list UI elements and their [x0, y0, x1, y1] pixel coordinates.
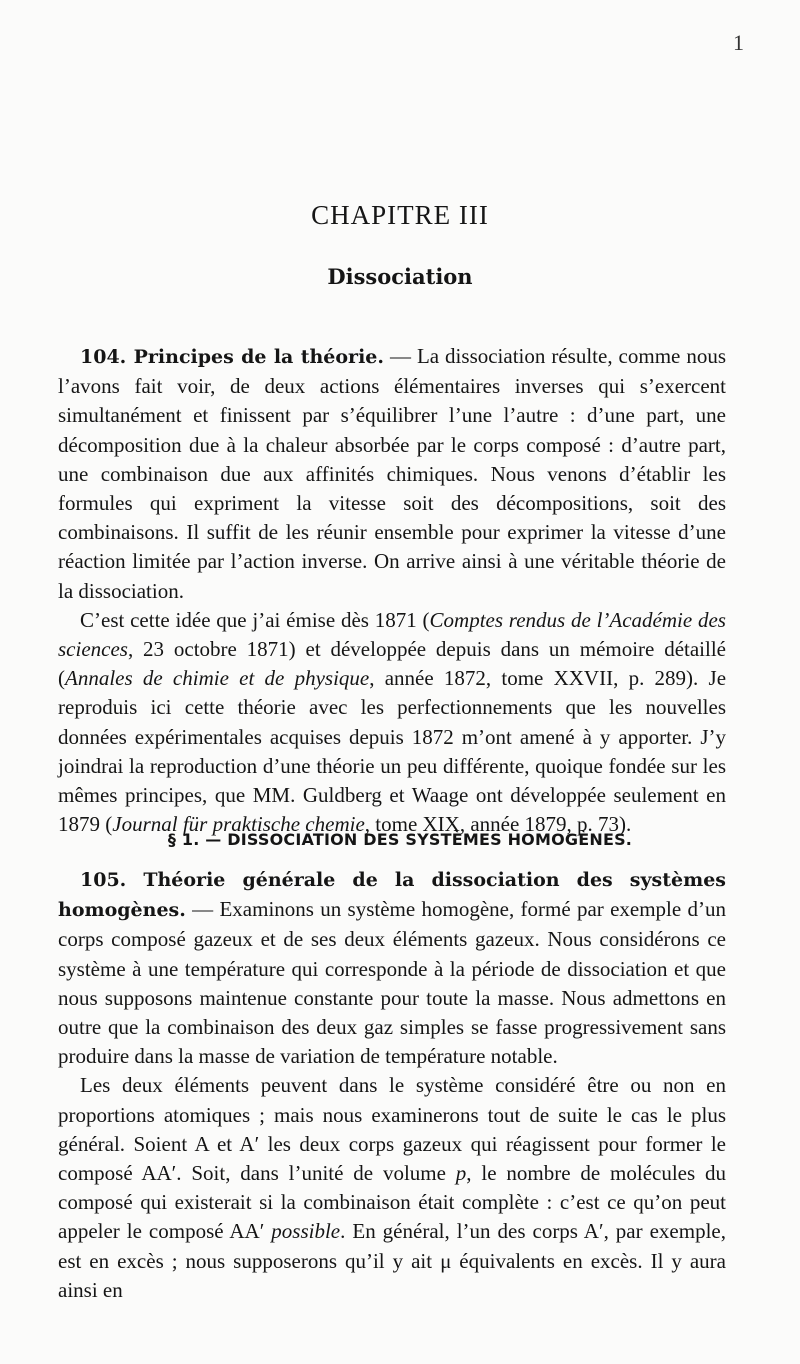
- section-title: Dissociation: [327, 264, 473, 289]
- text-run: Les deux éléments peuvent dans le système considéré être ou non en proportions atomiques ; mais nous examinerons tout de suite le cas le plus général. Soient A et A′ les deux corps gazeux qui réagissent pour former le composé AA′. Soit, dans l’unité de volume: [58, 1073, 726, 1186]
- paragraph-elements: [58, 1071, 726, 1305]
- paragraph-heading-105: 105. Théorie générale de la dissociation des systèmes homogènes.: [58, 869, 726, 922]
- chapter-title: CHAPITRE III: [311, 200, 489, 230]
- subsection-heading: § 1. — DISSOCIATION DES SYSTÈMES HOMOGÈNES.: [167, 830, 633, 849]
- emphasis: possible: [271, 1219, 341, 1244]
- text-run: , année 1872, tome XXVII, p. 289). Je reproduis ici cette théorie avec les perfectionnements que les nouvelles données expérimentales acquises depuis 1872 m’ont amené à y apporter. J’y joindrai la reproduction d’une théorie un peu différente, quoique fondée sur les mêmes principes, que MM. Guldberg et Waage ont développée seulement en 1879 (: [58, 666, 727, 837]
- text-block-105: [58, 865, 726, 1305]
- text-run: , tome XIX, année 1879, p. 73).: [364, 812, 632, 837]
- citation-title: Comptes rendus de l’Académie des sciences: [58, 607, 726, 662]
- paragraph-104: [58, 342, 726, 606]
- citation-title: Journal für praktische chemie: [112, 812, 365, 837]
- text-run: , le nombre de molécules du composé qui existerait si la combinaison était complète : c’est ce qu’on peut appeler le composé AA′: [58, 1161, 726, 1244]
- citation-title: Annales de chimie et de physique: [65, 666, 370, 691]
- paragraph-105: [58, 865, 726, 1071]
- text-run: . En général, l’un des corps A′, par exemple, est en excès ; nous supposerons qu’il y ait μ équivalents en excès. Il y aura ainsi en: [58, 1219, 726, 1302]
- page-number: 1: [733, 30, 744, 55]
- paragraph-heading-104: 104. Principes de la théorie.: [80, 346, 384, 368]
- paragraph-history: [58, 606, 726, 840]
- paragraph-104-text: — La dissociation résulte, comme nous l’avons fait voir, de deux actions élémentaires inverses qui s’exercent simultanément et finissent par s’équilibrer l’une l’autre : d’une part, une décomposition due à la chaleur absorbée par le corps composé : d’autre part, une combinaison due aux affinités chimiques. Nous venons d’établir les formules qui expriment la vitesse soit des décompositions, soit des combinaisons. Il suffit de les réunir ensemble pour exprimer la vitesse d’une réaction limitée par l’action inverse. On arrive ainsi à une véritable théorie de la dissociation.: [58, 344, 727, 603]
- paragraph-105-text: — Examinons un système homogène, formé par exemple d’un corps composé gazeux et de ses deux éléments gazeux. Nous considérons ce système à une température qui corresponde à la période de dissociation et que nous supposons maintenue constante pour toute la masse. Nous admettons en outre que la combinaison des deux gaz simples se fasse progressivement sans produire dans la masse de variation de température notable.: [58, 897, 726, 1069]
- variable: p: [455, 1161, 467, 1186]
- text-run: , 23 octobre 1871) et développée depuis dans un mémoire détaillé (: [58, 637, 726, 691]
- text-run: C’est cette idée que j’ai émise dès 1871 (: [80, 607, 430, 632]
- text-block-104: [58, 342, 726, 839]
